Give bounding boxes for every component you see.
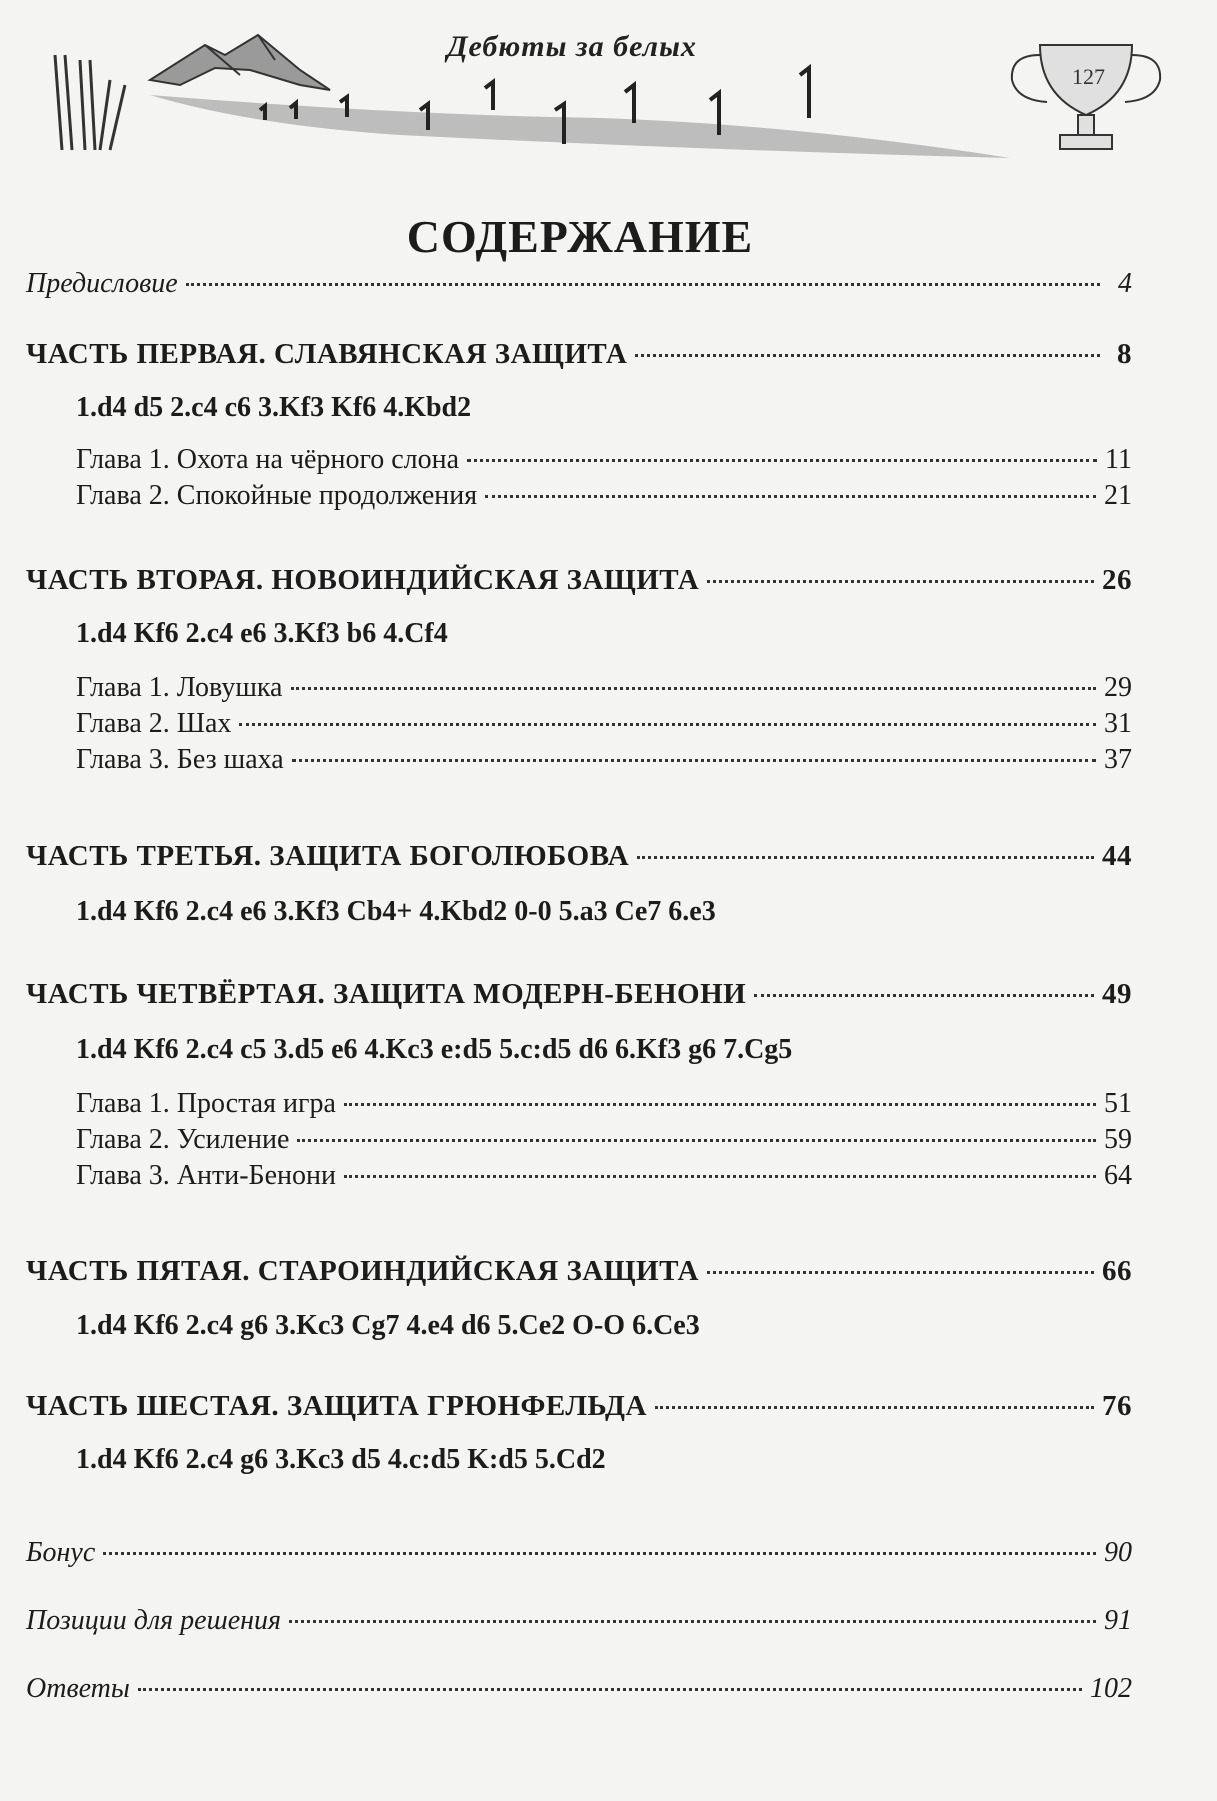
leader-dots (707, 580, 1094, 583)
leader-dots (637, 856, 1094, 859)
leader-dots (138, 1688, 1082, 1691)
entry-label: Ответы (26, 1673, 130, 1704)
entry-page: 76 (1102, 1390, 1132, 1422)
leader-dots (186, 283, 1100, 286)
toc-entry-part2[interactable] (26, 564, 1132, 597)
toc-entry-part3[interactable] (26, 840, 1132, 873)
entry-page: 21 (1104, 480, 1132, 511)
entry-label: ЧАСТЬ ВТОРАЯ. НОВОИНДИЙСКАЯ ЗАЩИТА (26, 564, 700, 596)
leader-dots (467, 459, 1097, 462)
toc-entry-part1-ch1[interactable] (76, 444, 1132, 476)
entry-label: ЧАСТЬ ПЯТАЯ. СТАРОИНДИЙСКАЯ ЗАЩИТА (26, 1255, 699, 1287)
entry-label: ЧАСТЬ ТРЕТЬЯ. ЗАЩИТА БОГОЛЮБОВА (26, 840, 630, 872)
entry-label: Предисловие (26, 268, 178, 299)
toc-entry-preface[interactable] (26, 268, 1132, 300)
toc-entry-part2-ch2[interactable] (76, 708, 1132, 740)
leader-dots (289, 1620, 1096, 1623)
running-header-title: Дебюты за белых (447, 30, 697, 63)
toc-heading: СОДЕРЖАНИЕ (406, 211, 754, 262)
toc-entry-part2-ch1[interactable] (76, 672, 1132, 704)
toc-entry-part4[interactable] (26, 978, 1132, 1011)
entry-label: ЧАСТЬ ЧЕТВЁРТАЯ. ЗАЩИТА МОДЕРН-БЕНОНИ (26, 978, 747, 1010)
toc-entry-part4-ch3[interactable] (76, 1160, 1132, 1192)
leader-dots (635, 354, 1100, 357)
entry-label: Позиции для решения (26, 1605, 282, 1636)
entry-page: 90 (1104, 1537, 1132, 1568)
part6-moves: 1.d4 Kf6 2.c4 g6 3.Kc3 d5 4.c:d5 K:d5 5.Cd2 (76, 1444, 606, 1475)
entry-label: Глава 2. Спокойные продолжения (76, 480, 478, 511)
page-number: 127 (1072, 64, 1105, 89)
entry-label: Глава 3. Анти-Бенони (76, 1160, 336, 1191)
leader-dots (239, 723, 1096, 726)
leader-dots (297, 1139, 1096, 1142)
entry-page: 91 (1104, 1605, 1132, 1636)
entry-page: 26 (1102, 564, 1132, 596)
toc-entry-positions[interactable] (26, 1605, 1132, 1637)
leader-dots (344, 1103, 1096, 1106)
part5-moves: 1.d4 Kf6 2.c4 g6 3.Kc3 Cg7 4.e4 d6 5.Ce2 O-O 6.Ce3 (76, 1310, 700, 1341)
entry-label: Глава 2. Шах (76, 708, 232, 739)
entry-label: Глава 2. Усиление (76, 1124, 290, 1155)
toc-entry-bonus[interactable] (26, 1537, 1132, 1569)
part1-moves: 1.d4 d5 2.c4 c6 3.Kf3 Kf6 4.Kbd2 (76, 392, 472, 423)
entry-label: Глава 1. Ловушка (76, 672, 283, 703)
toc-entry-part1-ch2[interactable] (76, 480, 1132, 512)
entry-label: Бонус (26, 1537, 96, 1568)
entry-label: ЧАСТЬ ПЕРВАЯ. СЛАВЯНСКАЯ ЗАЩИТА (26, 338, 628, 370)
entry-label: Глава 3. Без шаха (76, 744, 284, 775)
leader-dots (344, 1175, 1096, 1178)
entry-page: 66 (1102, 1255, 1132, 1287)
entry-page: 8 (1117, 338, 1132, 370)
mountain-slalom-illustration (0, 0, 1217, 190)
leader-dots (655, 1406, 1094, 1409)
part2-moves: 1.d4 Kf6 2.c4 e6 3.Kf3 b6 4.Cf4 (76, 618, 448, 649)
entry-page: 51 (1104, 1088, 1132, 1119)
leader-dots (292, 759, 1096, 762)
page-header (0, 0, 1217, 190)
entry-page: 64 (1104, 1160, 1132, 1191)
toc-entry-answers[interactable] (26, 1673, 1132, 1705)
entry-label: ЧАСТЬ ШЕСТАЯ. ЗАЩИТА ГРЮНФЕЛЬДА (26, 1390, 647, 1422)
entry-label: Глава 1. Охота на чёрного слона (76, 444, 460, 475)
entry-page: 49 (1102, 978, 1132, 1010)
leader-dots (291, 687, 1097, 690)
entry-page: 4 (1118, 268, 1132, 299)
leader-dots (707, 1271, 1094, 1274)
toc-entry-part1[interactable] (26, 338, 1132, 371)
entry-page: 102 (1090, 1673, 1132, 1704)
entry-page: 44 (1102, 840, 1132, 872)
entry-page: 37 (1104, 744, 1132, 775)
entry-page: 11 (1105, 444, 1132, 475)
toc-entry-part4-ch1[interactable] (76, 1088, 1132, 1120)
entry-page: 29 (1104, 672, 1132, 703)
leader-dots (485, 495, 1096, 498)
entry-label: Глава 1. Простая игра (76, 1088, 336, 1119)
toc-entry-part4-ch2[interactable] (76, 1124, 1132, 1156)
entry-page: 59 (1104, 1124, 1132, 1155)
leader-dots (754, 994, 1094, 997)
toc-entry-part2-ch3[interactable] (76, 744, 1132, 776)
leader-dots (103, 1552, 1096, 1555)
toc-entry-part5[interactable] (26, 1255, 1132, 1288)
part4-moves: 1.d4 Kf6 2.c4 c5 3.d5 e6 4.Kc3 e:d5 5.c:d5 d6 6.Kf3 g6 7.Cg5 (76, 1034, 793, 1065)
toc-entry-part6[interactable] (26, 1390, 1132, 1423)
entry-page: 31 (1104, 708, 1132, 739)
part3-moves: 1.d4 Kf6 2.c4 e6 3.Kf3 Cb4+ 4.Kbd2 0-0 5.a3 Ce7 6.e3 (76, 896, 716, 927)
trophy-icon (1012, 45, 1160, 149)
